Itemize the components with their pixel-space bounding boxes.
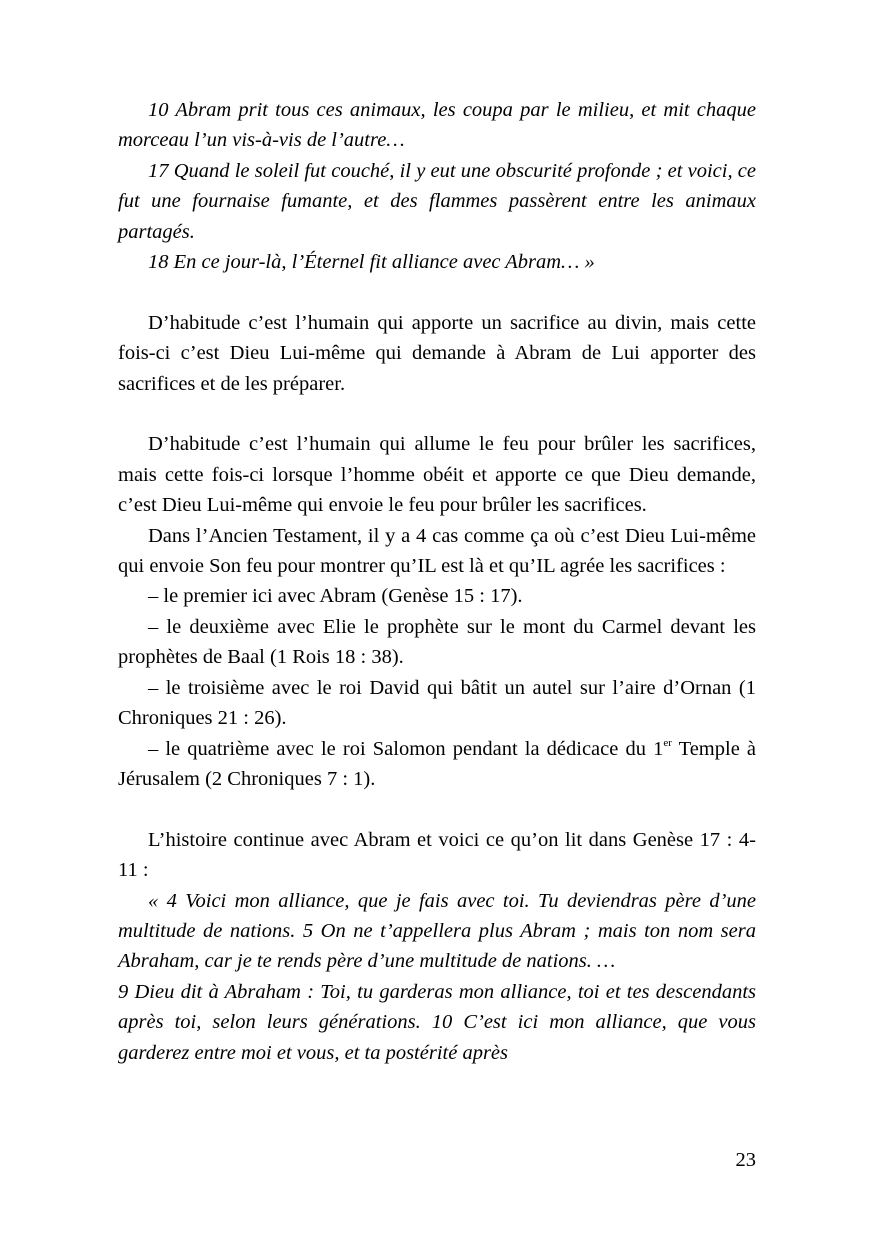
list-item-fourth-text: – le quatrième avec le roi Salomon pendant la dédicace du 1: [148, 737, 664, 760]
list-item-second: – le deuxième avec Elie le prophète sur le mont du Carmel devant les prophètes de Baal (1 Rois 18 : 38).: [118, 615, 756, 669]
list-item-fourth-rest: Temple à Jérusalem (2 Chroniques 7 : 1).: [118, 737, 756, 790]
verse-18: 18 En ce jour-là, l’Éternel fit alliance avec Abram… »: [148, 251, 595, 274]
page-body: [118, 95, 756, 1068]
paragraph-old-testament: Dans l’Ancien Testament, il y a 4 cas comme ça où c’est Dieu Lui-même qui envoie Son feu pour montrer qu’IL est là et qu’IL agrée les sacrifices :: [118, 524, 756, 578]
list-item-first: – le premier ici avec Abram (Genèse 15 : 17).: [148, 585, 523, 608]
verse-17: 17 Quand le soleil fut couché, il y eut une obscurité profonde ; et voici, ce fut une fournaise fumante, et des flammes passèrent entre les animaux partagés.: [118, 159, 756, 243]
quote-genesis-17-b: 9 Dieu dit à Abraham : Toi, tu garderas mon alliance, toi et tes descendants après toi, selon leurs générations. 10 C’est ici mon alliance, que vous garderez entre moi et vous, et ta postérité après: [118, 980, 756, 1064]
paragraph-sacrifice: D’habitude c’est l’humain qui apporte un sacrifice au divin, mais cette fois-ci c’est Dieu Lui-même qui demande à Abram de Lui apporter des sacrifices et de les préparer.: [118, 311, 756, 395]
list-item-third: – le troisième avec le roi David qui bâtit un autel sur l’aire d’Ornan (1 Chroniques 21 : 26).: [118, 676, 756, 730]
ordinal-superscript: er: [663, 736, 672, 749]
list-item-fourth: [118, 734, 756, 795]
paragraph-story: L’histoire continue avec Abram et voici ce qu’on lit dans Genèse 17 : 4-11 :: [118, 828, 756, 882]
quote-genesis-17-a: « 4 Voici mon alliance, que je fais avec toi. Tu deviendras père d’une multitude de nations. 5 On ne t’appellera plus Abram ; mais ton nom sera Abraham, car je te rends père d’une multitude de nations. …: [118, 889, 756, 973]
paragraph-fire: D’habitude c’est l’humain qui allume le feu pour brûler les sacrifices, mais cette fois-ci lorsque l’homme obéit et apporte ce que Dieu demande, c’est Dieu Lui-même qui envoie le feu pour brûler les sacrifices.: [118, 433, 756, 517]
verse-10: 10 Abram prit tous ces animaux, les coupa par le milieu, et mit chaque morceau l’un vis-à-vis de l’autre…: [118, 99, 756, 152]
page-number: 23: [735, 1149, 756, 1171]
